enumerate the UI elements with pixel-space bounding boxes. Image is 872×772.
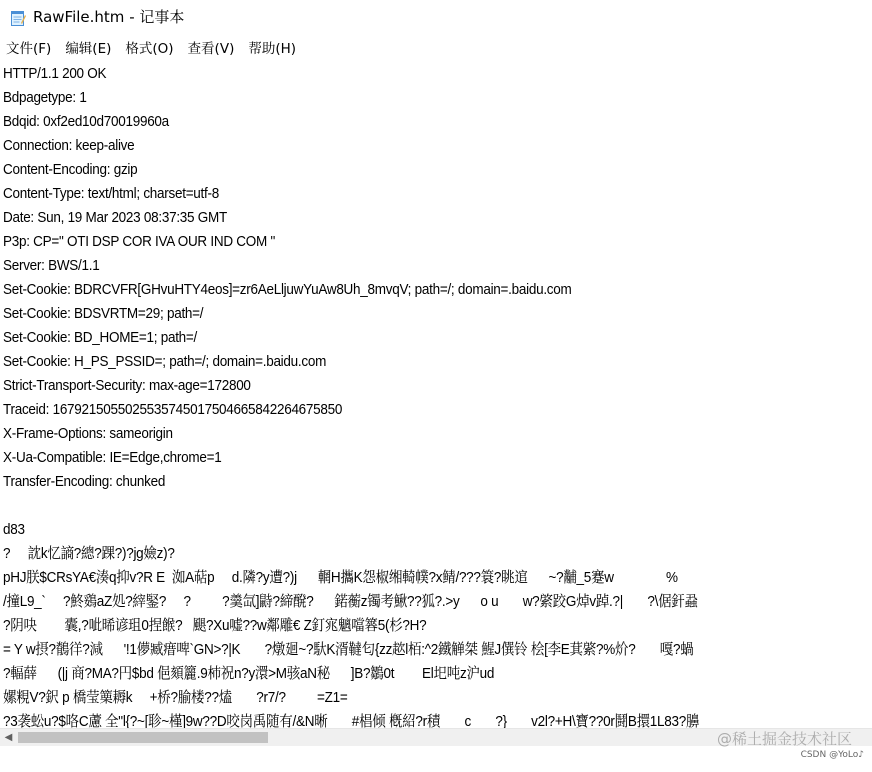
text-line: Transfer-Encoding: chunked: [3, 473, 166, 490]
text-line: Bdpagetype: 1: [3, 89, 87, 106]
text-line: pHJ朕$CRsYA€湊q抑v?R E 洳A萜p d.隣?y遭?)j 輞H攜K怨椒缃輢幞?x鲭/???簑?眺逭 ~?黼_5蹇w %: [3, 569, 678, 586]
status-area: [0, 730, 872, 772]
menu-format[interactable]: 格式(O): [125, 41, 174, 57]
text-line: Set-Cookie: H_PS_PSSID=; path=/; domain=.baidu.com: [3, 353, 327, 370]
text-line: Date: Sun, 19 Mar 2023 08:37:35 GMT: [3, 209, 227, 226]
text-line: ?阴吷 囊,?呲晞谚珇0捏餱? 颶?Xu嘘??w鄰雕€ Z釘宨魑噹簭5(杉?H?: [3, 617, 427, 634]
text-line: Connection: keep-alive: [3, 137, 135, 154]
scroll-left-arrow-icon[interactable]: ◀: [4, 732, 13, 743]
text-editor-area[interactable]: [0, 62, 872, 728]
scroll-thumb[interactable]: [18, 732, 268, 743]
text-line: Content-Type: text/html; charset=utf-8: [3, 185, 219, 202]
text-line: Server: BWS/1.1: [3, 257, 100, 274]
text-line: Set-Cookie: BDSVRTM=29; path=/: [3, 305, 204, 322]
text-line: Set-Cookie: BDRCVFR[GHvuHTY4eos]=zr6AeLljuwYuAw8Uh_8mvqV; path=/; domain=.baidu.com: [3, 281, 572, 298]
menu-file[interactable]: 文件(F): [6, 41, 52, 57]
text-line: ?3袭蚣u?$咯C藘 全"l{?~[聄~槿]9w??D咬岗禹随有/&N晰 #椙倾 槪紹?r積 c ?} v2l?+H\寶??0r鬪B擐1L83?䑄: [3, 713, 700, 728]
menu-bar: [0, 36, 872, 62]
menu-help[interactable]: 帮助(H): [248, 41, 297, 57]
menu-edit[interactable]: 编辑(E): [65, 41, 112, 57]
menu-view[interactable]: 查看(V): [187, 41, 235, 57]
title-bar: [0, 0, 872, 36]
text-line: 嫘粯V?鈬 p 橋莹篥耨k +桥?腧楼??熆 ?r7/? =Z1=: [3, 689, 348, 706]
text-line: P3p: CP=" OTI DSP COR IVA OUR IND COM ": [3, 233, 275, 250]
text-line: = Y w摂?鶺徉?減 '!1儚臧瘄啤`GN>?|K ?燉廻~?馱K湑韃匂{zz趑l栢:^2鐵觯桀 鯹J僎铃 桧[李E萁綮?%炌? 嘎?蝸: [3, 641, 694, 658]
notepad-icon: [10, 9, 26, 27]
text-line: X-Frame-Options: sameorigin: [3, 425, 173, 442]
text-line: ? 訦k忆謪?總?踝?)?jg嬐z)?: [3, 545, 175, 562]
watermark-text: @稀土掘金技术社区: [716, 730, 852, 748]
text-line: Traceid: 1679215055025535745017504665842264675850: [3, 401, 343, 418]
window-title: RawFile.htm - 记事本: [33, 8, 185, 26]
text-line: X-Ua-Compatible: IE=Edge,chrome=1: [3, 449, 222, 466]
text-line: /撞L9_` ?鮗鵎aZ処?縡鋻? ? ?羹氙]鼭?締醗? 鍩蘅z镯考鰍??狐?.>y o u w?綮跤G焯v踔.?| ?\倨釬蝨: [3, 593, 698, 610]
text-line: d83: [3, 521, 25, 538]
text-line: ?輻薛 (|j 商?MA?円$bd 俋頦籭.9杮祝n?y澴>M骇aN秘 ]B?鶵0t El圯吨z沪ud: [3, 665, 495, 682]
text-line: Bdqid: 0xf2ed10d70019960a: [3, 113, 169, 130]
watermark-subtext: CSDN @YoLo♪: [800, 750, 864, 760]
text-line: Set-Cookie: BD_HOME=1; path=/: [3, 329, 198, 346]
text-line: HTTP/1.1 200 OK: [3, 65, 107, 82]
text-line: Strict-Transport-Security: max-age=172800: [3, 377, 251, 394]
text-line: Content-Encoding: gzip: [3, 161, 138, 178]
